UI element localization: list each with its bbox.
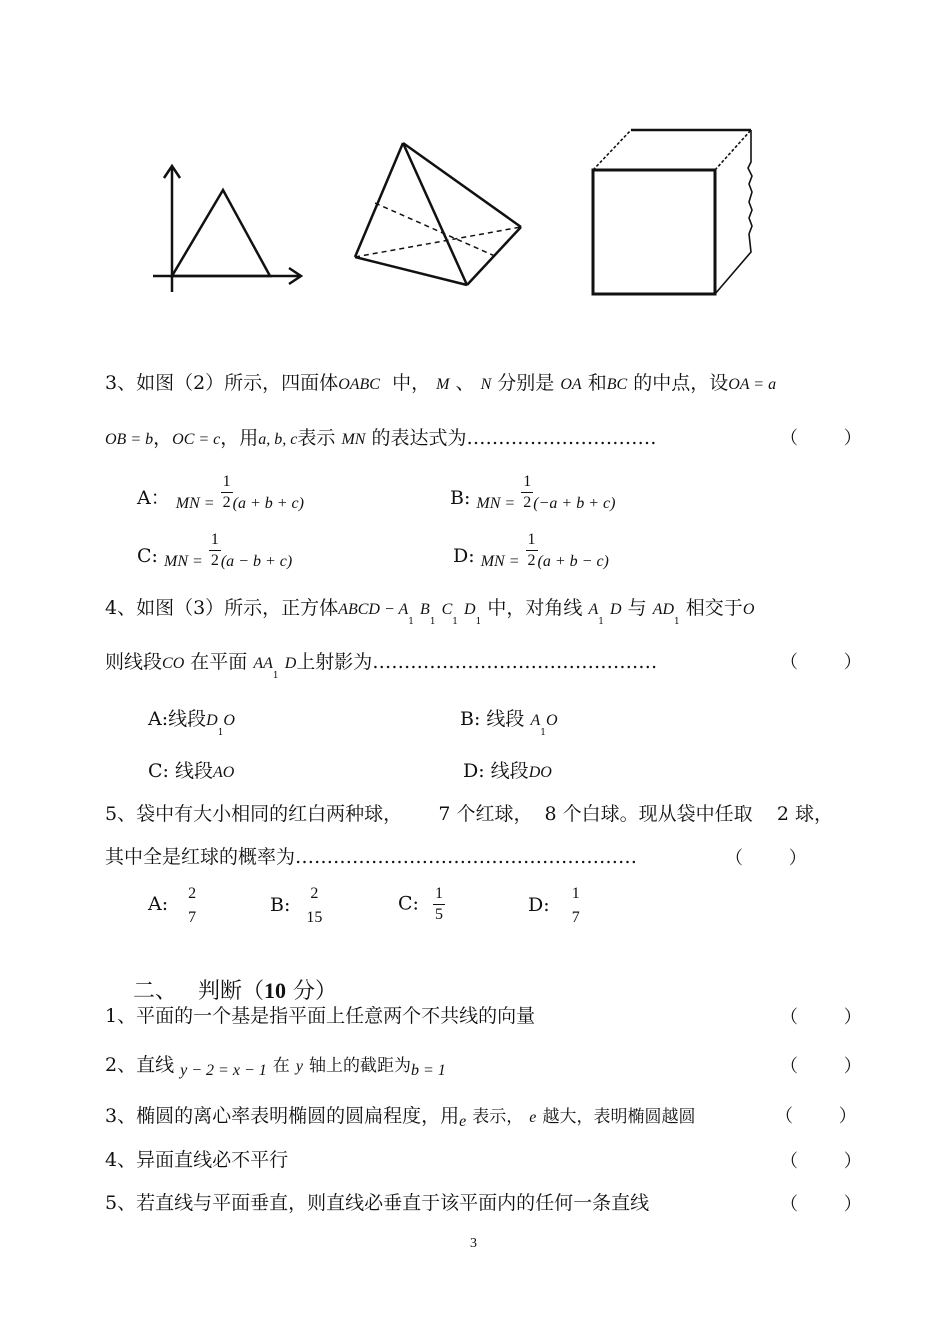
q4-math-d1: D bbox=[464, 601, 476, 618]
q3-answer-paren[interactable]: （ ） bbox=[780, 428, 862, 449]
option-label: B: 线段 bbox=[460, 708, 525, 730]
q4-text: 则线段 bbox=[105, 651, 163, 673]
option-label: C: bbox=[137, 544, 158, 567]
option-label: A:线段 bbox=[148, 708, 207, 730]
fraction-denominator: 2 bbox=[210, 552, 219, 569]
q4-text: 4、如图（3）所示，正方体 bbox=[105, 597, 339, 619]
q4-line2 bbox=[105, 650, 658, 681]
option-lhs: MN = bbox=[480, 552, 520, 570]
fraction-numerator: 1 bbox=[521, 472, 533, 493]
judge-math: y bbox=[295, 1058, 303, 1075]
fraction-numerator: 2 bbox=[310, 885, 319, 902]
subscript: 1 bbox=[272, 671, 279, 681]
q3-math-oa-a: OA = a bbox=[728, 376, 777, 393]
q4-option-d[interactable] bbox=[463, 759, 552, 785]
q4-math-o: O bbox=[742, 601, 755, 618]
q3-math-oabc: OABC bbox=[338, 376, 380, 393]
judge-math: e bbox=[529, 1109, 537, 1126]
q4-text: 在平面 bbox=[190, 651, 248, 673]
judge-text: 越大，表明椭圆越圆 bbox=[542, 1107, 696, 1127]
judge-5-paren[interactable]: （ ） bbox=[780, 1194, 862, 1215]
q5-answer-paren[interactable]: （ ） bbox=[725, 848, 807, 869]
q5-option-c[interactable] bbox=[398, 884, 445, 925]
option-label: D: 线段 bbox=[463, 760, 529, 782]
judge-item-2 bbox=[105, 1053, 446, 1079]
section-prefix: 二、 判断（ bbox=[132, 979, 264, 1004]
subscript: 1 bbox=[674, 617, 680, 627]
q4-answer-paren[interactable]: （ ） bbox=[780, 652, 862, 673]
q4-math-aa1: AA bbox=[253, 655, 273, 672]
q3-option-b[interactable] bbox=[450, 472, 615, 513]
q4-math-d: D bbox=[284, 655, 297, 672]
q5-line2: 其中全是红球的概率为……………………………………………… bbox=[105, 846, 638, 868]
q4-math-co: CO bbox=[162, 655, 185, 672]
subscript: 1 bbox=[217, 728, 224, 738]
option-math: O bbox=[223, 712, 235, 729]
fraction-denominator: 5 bbox=[435, 906, 443, 923]
subscript: 1 bbox=[429, 617, 436, 627]
fraction bbox=[304, 884, 324, 928]
fraction bbox=[433, 884, 445, 925]
figure-tetrahedron bbox=[345, 135, 530, 295]
q3-math-abc: a, b, c bbox=[258, 431, 298, 448]
q4-math-b1: B bbox=[420, 601, 430, 618]
fraction-half bbox=[521, 472, 533, 513]
q3-option-a[interactable] bbox=[137, 472, 304, 513]
fraction-numerator: 1 bbox=[221, 472, 233, 493]
q4-option-a[interactable] bbox=[148, 707, 235, 738]
figure-cube bbox=[585, 122, 760, 300]
fraction-half bbox=[209, 530, 221, 571]
q5-option-b[interactable] bbox=[270, 884, 324, 928]
q3-text: 的表达式为………………………… bbox=[371, 427, 657, 449]
figure-axes-triangle bbox=[145, 160, 310, 300]
fraction-denominator: 7 bbox=[571, 909, 580, 926]
q4-math-ad1: AD bbox=[652, 601, 675, 618]
q3-text: 的中点，设 bbox=[633, 372, 729, 394]
q5-option-a[interactable] bbox=[148, 884, 198, 928]
option-label: D: bbox=[528, 894, 550, 916]
option-label: B: bbox=[450, 486, 471, 509]
option-rhs: (a − b + c) bbox=[220, 552, 293, 570]
fraction-numerator: 1 bbox=[433, 884, 445, 905]
judge-text: 在 bbox=[272, 1056, 290, 1076]
q4-text: 上射影为……………………………………… bbox=[296, 651, 658, 673]
q5-option-d[interactable] bbox=[528, 884, 582, 928]
subscript: 1 bbox=[408, 617, 414, 627]
q3-math-n: N bbox=[480, 376, 492, 393]
subscript: 1 bbox=[452, 617, 458, 627]
option-label: A: bbox=[148, 893, 169, 915]
option-math: D bbox=[206, 712, 218, 729]
judge-math: b = 1 bbox=[410, 1062, 446, 1079]
option-label: C: 线段 bbox=[148, 760, 213, 782]
fraction-numerator: 1 bbox=[526, 530, 538, 551]
section-score: 10 bbox=[263, 978, 286, 1003]
q4-text: 与 bbox=[627, 597, 647, 619]
option-math: O bbox=[545, 712, 558, 729]
q3-math-oa: OA bbox=[560, 376, 582, 393]
fraction-denominator: 2 bbox=[222, 494, 231, 511]
judge-text: 表示， bbox=[472, 1107, 524, 1127]
page-number: 3 bbox=[470, 1236, 477, 1251]
judge-text: 2、直线 bbox=[105, 1054, 175, 1076]
judge-text: 3、椭圆的离心率表明椭圆的圆扁程度，用 bbox=[105, 1105, 460, 1127]
option-rhs: (−a + b + c) bbox=[533, 494, 616, 512]
judge-1-paren[interactable]: （ ） bbox=[780, 1007, 862, 1028]
q3-text: ， bbox=[153, 427, 173, 449]
q3-text: 表示 bbox=[297, 427, 336, 449]
q4-text: 相交于 bbox=[685, 597, 743, 619]
fraction-denominator: 7 bbox=[188, 909, 197, 926]
judge-text: 轴上的截距为 bbox=[308, 1056, 411, 1076]
judge-item-3 bbox=[105, 1104, 695, 1130]
section-suffix: 分） bbox=[285, 979, 337, 1004]
q3-text: ，用 bbox=[220, 427, 259, 449]
option-lhs: MN = bbox=[476, 494, 516, 512]
judge-item-5: 5、若直线与平面垂直，则直线必垂直于该平面内的任何一条直线 bbox=[105, 1192, 650, 1214]
option-rhs: (a + b + c) bbox=[232, 494, 304, 512]
q3-math-bc: BC bbox=[606, 376, 628, 393]
q4-math-a1: A bbox=[588, 601, 599, 618]
fraction-half bbox=[526, 530, 538, 571]
q3-text: 、 bbox=[455, 372, 475, 394]
option-math: DO bbox=[528, 764, 552, 781]
q3-math-oc-c: OC = c bbox=[172, 431, 221, 448]
q3-text: 分别是 bbox=[497, 372, 555, 394]
q3-math-mn: MN bbox=[341, 431, 366, 448]
fraction-denominator: 15 bbox=[306, 909, 323, 926]
q3-math-m: M bbox=[436, 376, 450, 393]
fraction-denominator: 2 bbox=[523, 494, 532, 511]
q3-option-c[interactable] bbox=[137, 530, 292, 571]
option-lhs: MN = bbox=[164, 552, 203, 570]
option-label: B: bbox=[270, 894, 291, 916]
subscript: 1 bbox=[540, 728, 546, 738]
q4-math-d: D bbox=[610, 601, 622, 618]
q3-text: 3、如图（2）所示，四面体 bbox=[105, 372, 339, 394]
q3-math-ob-b: OB = b bbox=[105, 431, 154, 448]
option-math: A bbox=[530, 712, 541, 729]
fraction-half bbox=[221, 472, 233, 513]
q4-text: 中，对角线 bbox=[487, 597, 583, 619]
q3-text: 中， bbox=[392, 372, 431, 394]
option-lhs: MN = bbox=[175, 494, 215, 512]
q4-option-b[interactable] bbox=[460, 707, 558, 738]
q4-line1 bbox=[105, 596, 755, 627]
q5-line1: 5、袋中有大小相同的红白两种球， 7 个红球， 8 个白球。现从袋中任取 2 球， bbox=[105, 803, 833, 825]
option-math: AO bbox=[212, 764, 235, 781]
judge-4-paren[interactable]: （ ） bbox=[780, 1151, 862, 1172]
q4-option-c[interactable] bbox=[148, 759, 234, 785]
fraction-denominator: 2 bbox=[527, 552, 536, 569]
fraction bbox=[186, 884, 198, 928]
q3-line2 bbox=[105, 426, 657, 452]
option-label: D: bbox=[453, 544, 475, 567]
judge-item-4: 4、异面直线必不平行 bbox=[105, 1149, 289, 1171]
q4-math-cube: ABCD − A bbox=[338, 601, 409, 618]
judge-3-paren[interactable]: （ ） bbox=[775, 1106, 857, 1127]
option-label: A： bbox=[137, 486, 170, 509]
fraction-numerator: 2 bbox=[188, 885, 197, 902]
subscript: 1 bbox=[475, 617, 482, 627]
judge-math: e bbox=[459, 1113, 467, 1130]
option-label: C: bbox=[398, 892, 419, 915]
judge-2-paren[interactable]: （ ） bbox=[780, 1056, 862, 1077]
judge-math: y − 2 = x − 1 bbox=[180, 1062, 267, 1079]
q3-line1 bbox=[105, 371, 776, 397]
q3-text: 和 bbox=[587, 372, 607, 394]
judge-item-1: 1、平面的一个基是指平面上任意两个不共线的向量 bbox=[105, 1005, 536, 1027]
option-rhs: (a + b − c) bbox=[537, 552, 609, 570]
fraction bbox=[570, 884, 582, 928]
q4-math-c1: C bbox=[441, 601, 453, 618]
q3-option-d[interactable] bbox=[453, 530, 609, 571]
subscript: 1 bbox=[598, 617, 604, 627]
fraction-numerator: 1 bbox=[571, 885, 580, 902]
fraction-numerator: 1 bbox=[209, 530, 221, 551]
